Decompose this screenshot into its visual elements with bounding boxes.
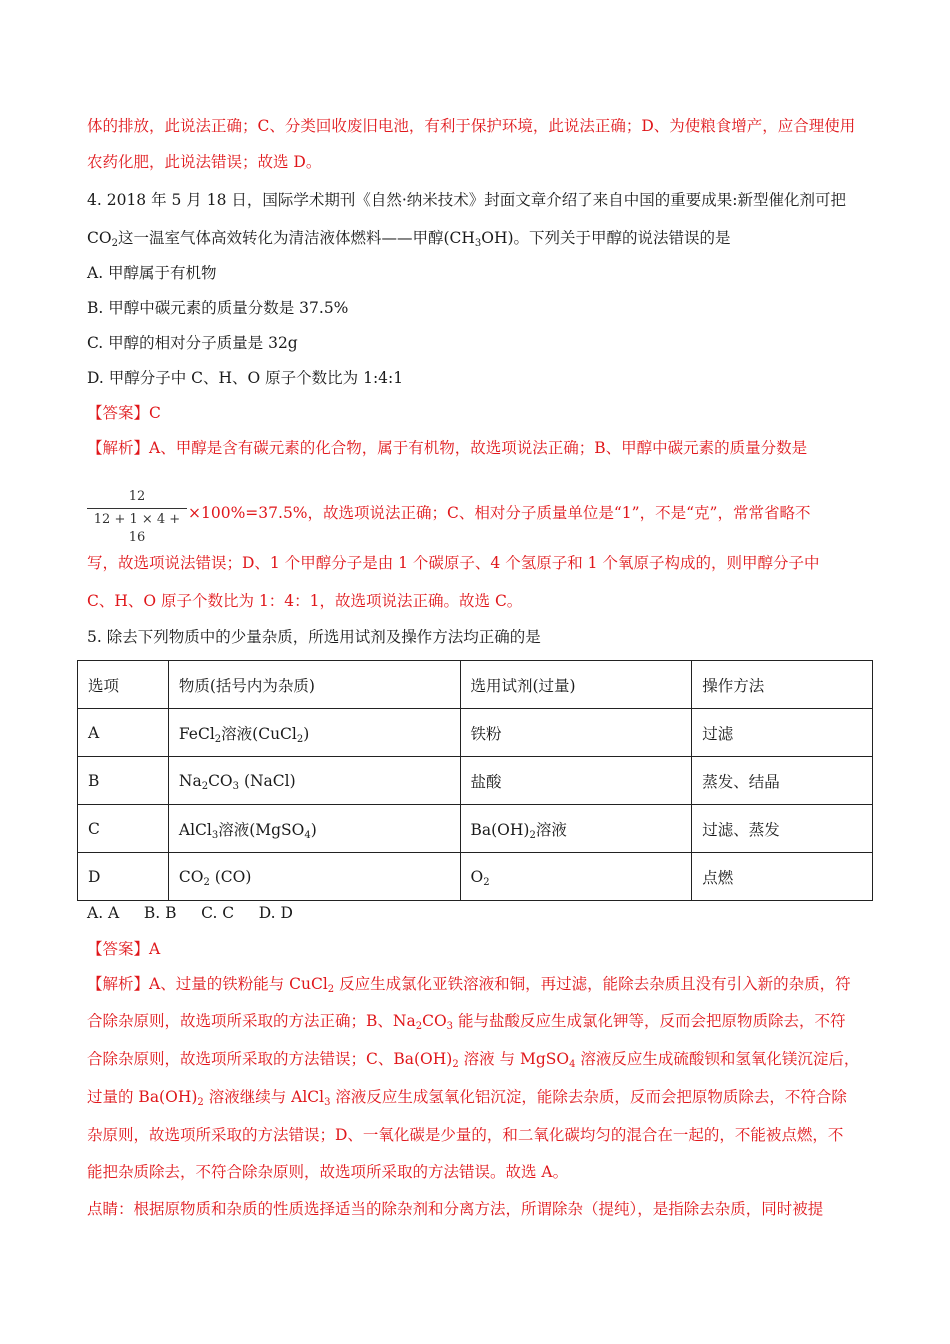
substance-cell: FeCl$_2$溶液(CuCl$_2$): [168, 709, 460, 757]
operation-cell: 过滤: [692, 709, 873, 757]
reagent-cell: 盐酸: [460, 757, 692, 805]
header-cell: 操作方法: [692, 661, 873, 709]
mass-fraction: [87, 488, 187, 545]
substance-cell: $CO_2$ (CO): [168, 853, 460, 901]
operation-cell: 点燃: [692, 853, 873, 901]
reagent-cell: $O_2$: [460, 853, 692, 901]
q4-analysis-line-3: 写，故选项说法错误；D、1 个甲醇分子是由 1 个碳原子、4 个氢原子和 1 个氧原子构成的，则甲醇分子中: [87, 554, 820, 572]
header-cell: 选用试剂(过量): [460, 661, 692, 709]
q4-answer: 【答案】C: [87, 404, 161, 422]
q5-analysis-line-6: 能把杂质除去，不符合除杂原则，故选项所采取的方法错误。故选 A。: [87, 1163, 569, 1181]
q4-analysis-line-1: 【解析】A、甲醇是含有碳元素的化合物，属于有机物，故选项说法正确；B、甲醇中碳元素的质量分数是: [87, 439, 808, 457]
q4-stem-line-1: 4. 2018 年 5 月 18 日，国际学术期刊《自然·纳米技术》封面文章介绍了来自中国的重要成果:新型催化剂可把: [87, 191, 847, 209]
operation-cell: 过滤、蒸发: [692, 805, 873, 853]
q5-table: [77, 660, 873, 901]
option-cell: D: [78, 853, 169, 901]
q4-option-c: C. 甲醇的相对分子质量是 32g: [87, 334, 298, 352]
table-row: [78, 805, 873, 853]
q4-stem-line-2: $CO_2$这一温室气体高效转化为清洁液体燃料——甲醇$(CH_3OH)$。下列关于甲醇的说法错误的是: [87, 229, 731, 249]
fraction-bar: [87, 508, 187, 509]
operation-cell: 蒸发、结晶: [692, 757, 873, 805]
fraction-denominator: 12 + 1 × 4 + 16: [93, 512, 181, 545]
q4-option-a: A. 甲醇属于有机物: [87, 264, 217, 282]
q5-analysis-line-3: 合除杂原则，故选项所采取的方法错误；C、$Ba(OH)_2$ 溶液 与 MgSO$_4$ 溶液反应生成硫酸钡和氢氧化镁沉淀后，: [87, 1050, 860, 1070]
prev-analysis-line-2: 农药化肥，此说法错误；故选 D。: [87, 153, 322, 171]
reagent-cell: $Ba(OH)_2$溶液: [460, 805, 692, 853]
option-cell: A: [78, 709, 169, 757]
q4-analysis-line-4: C、H、O 原子个数比为 1：4：1，故选项说法正确。故选 C。: [87, 592, 523, 610]
header-cell: 选项: [78, 661, 169, 709]
fraction-numerator: 12: [128, 489, 146, 504]
substance-cell: AlCl$_3$溶液(MgSO$_4$): [168, 805, 460, 853]
reagent-cell: 铁粉: [460, 709, 692, 757]
q5-stem: 5. 除去下列物质中的少量杂质，所选用试剂及操作方法均正确的是: [87, 628, 541, 646]
table-row: [78, 709, 873, 757]
table-row: [78, 757, 873, 805]
option-cell: C: [78, 805, 169, 853]
q4-option-d: D. 甲醇分子中 C、H、O 原子个数比为 1:4:1: [87, 369, 404, 387]
q5-analysis-line-5: 杂原则，故选项所采取的方法错误；D、一氧化碳是少量的，和二氧化碳均匀的混合在一起的，不能被点燃，不: [87, 1126, 844, 1144]
table-header-row: [78, 661, 873, 709]
q5-tip-line: 点睛：根据原物质和杂质的性质选择适当的除杂剂和分离方法，所谓除杂（提纯），是指除去杂质，同时被提: [87, 1200, 824, 1218]
q5-choices: A. A B. B C. C D. D: [87, 904, 293, 922]
q4-analysis-line-2: ×100%=37.5%，故选项说法正确；C、相对分子质量单位是“1”，不是“克”，常常省略不: [188, 504, 811, 522]
prev-analysis-line-1: 体的排放，此说法正确；C、分类回收废旧电池，有利于保护环境，此说法正确；D、为使粮食增产，应合理使用: [87, 117, 856, 135]
q4-option-b: B. 甲醇中碳元素的质量分数是 37.5%: [87, 299, 349, 317]
option-cell: B: [78, 757, 169, 805]
header-cell: 物质(括号内为杂质): [168, 661, 460, 709]
q5-analysis-line-2: 合除杂原则，故选项所采取的方法正确；B、$Na_2CO_3$ 能与盐酸反应生成氯化钾等，反而会把原物质除去，不符: [87, 1012, 846, 1032]
table-row: [78, 853, 873, 901]
substance-cell: $Na_2CO_3$ (NaCl): [168, 757, 460, 805]
q5-answer: 【答案】A: [87, 940, 161, 958]
q5-analysis-line-4: 过量的 $Ba(OH)_2$ 溶液继续与 AlCl$_3$ 溶液反应生成氢氧化铝沉淀，能除去杂质，反而会把原物质除去，不符合除: [87, 1088, 847, 1108]
q5-analysis-line-1: 【解析】A、过量的铁粉能与 CuCl$_2$ 反应生成氯化亚铁溶液和铜，再过滤，能除去杂质且没有引入新的杂质，符: [87, 975, 851, 995]
